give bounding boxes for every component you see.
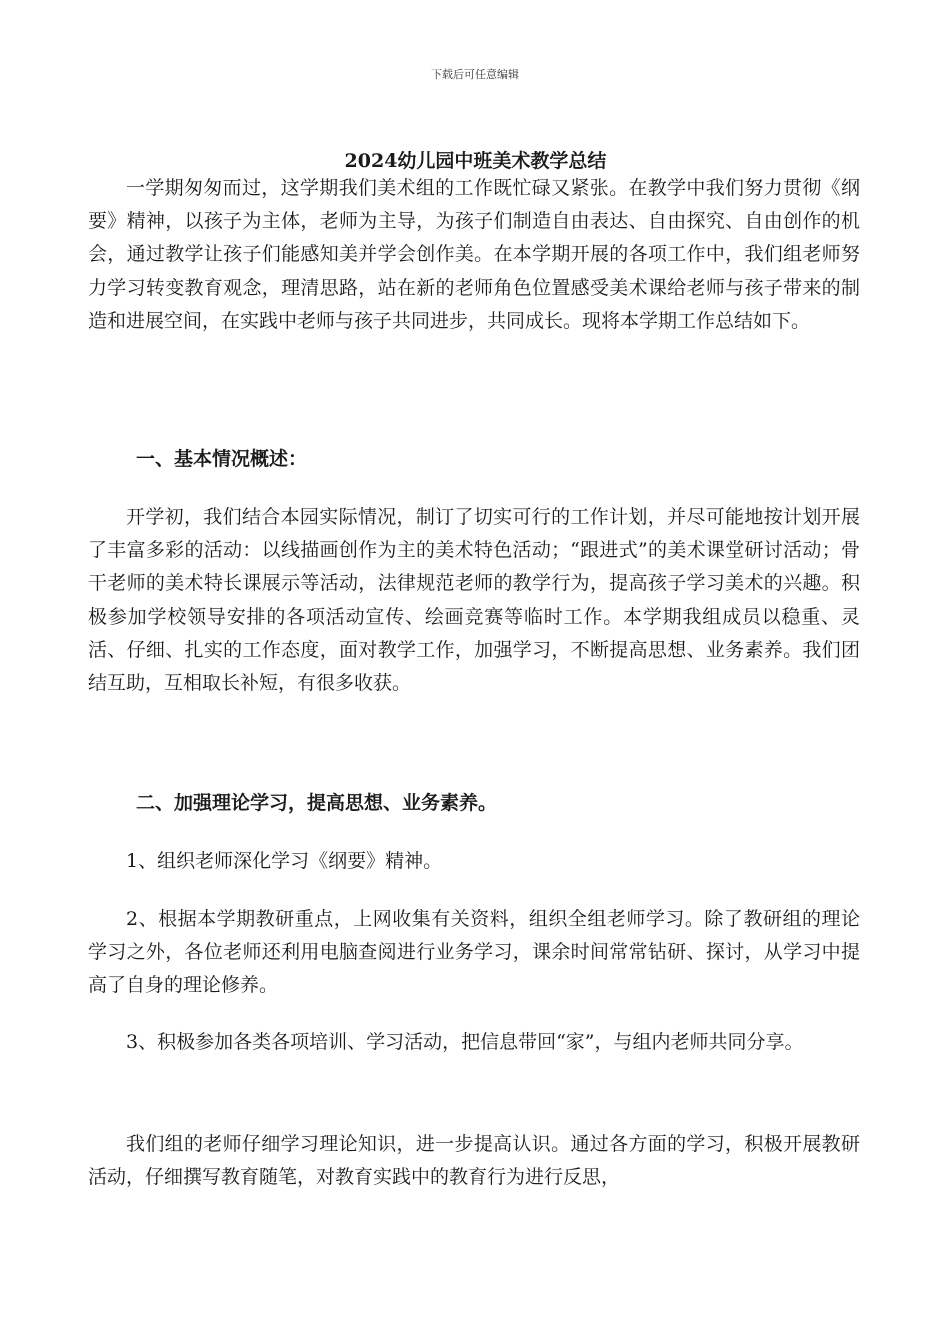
intro-paragraph: 一学期匆匆而过，这学期我们美术组的工作既忙碌又紧张。在教学中我们努力贯彻《纲要》精神，以孩子为主体，老师为主导，为孩子们制造自由表达、自由探究、自由创作的机会，通过教学让孩子们能感知美并学会创作美。在本学期开展的各项工作中，我们组老师努力学习转变教育观念，理清思路，站在新的老师角色位置感受美术课给老师与孩子带来的制造和进展空间，在实践中老师与孩子共同进步，共同成长。现将本学期工作总结如下。 (88, 177, 860, 332)
section2-item-2: 2、根据本学期教研重点，上网收集有关资料，组织全组老师学习。除了教研组的理论学习之外，各位老师还利用电脑查阅进行业务学习，课余时间常常钻研、探讨，从学习中提高了自身的理论修养。 (88, 908, 860, 997)
section1-paragraph: 开学初，我们结合本园实际情况，制订了切实可行的工作计划，并尽可能地按计划开展了丰富多彩的活动：以线描画创作为主的美术特色活动；“跟进式”的美术课堂研讨活动；骨干老师的美术特长课展示等活动，法律规范老师的教学行为，提高孩子学习美术的兴趣。积极参加学校领导安排的各项活动宣传、绘画竞赛等临时工作。本学期我组成员以稳重、灵活、仔细、扎实的工作态度，面对教学工作，加强学习，不断提高思想、业务素养。我们团结互助，互相取长补短，有很多收获。 (88, 506, 860, 695)
header-note: 下载后可任意编辑 (431, 68, 519, 81)
section2-heading: 二、加强理论学习，提高思想、业务素养。 (136, 792, 498, 814)
section2-item-3: 3、积极参加各类各项培训、学习活动，把信息带回“家”，与组内老师共同分享。 (126, 1031, 804, 1053)
section2-item-1: 1、组织老师深化学习《纲要》精神。 (126, 850, 443, 872)
document-title: 2024幼儿园中班美术教学总结 (344, 150, 607, 172)
section2-closing-paragraph: 我们组的老师仔细学习理论知识，进一步提高认识。通过各方面的学习，积极开展教研活动，仔细撰写教育随笔，对教育实践中的教育行为进行反思， (88, 1133, 860, 1189)
section1-heading: 一、基本情况概述： (136, 448, 308, 470)
